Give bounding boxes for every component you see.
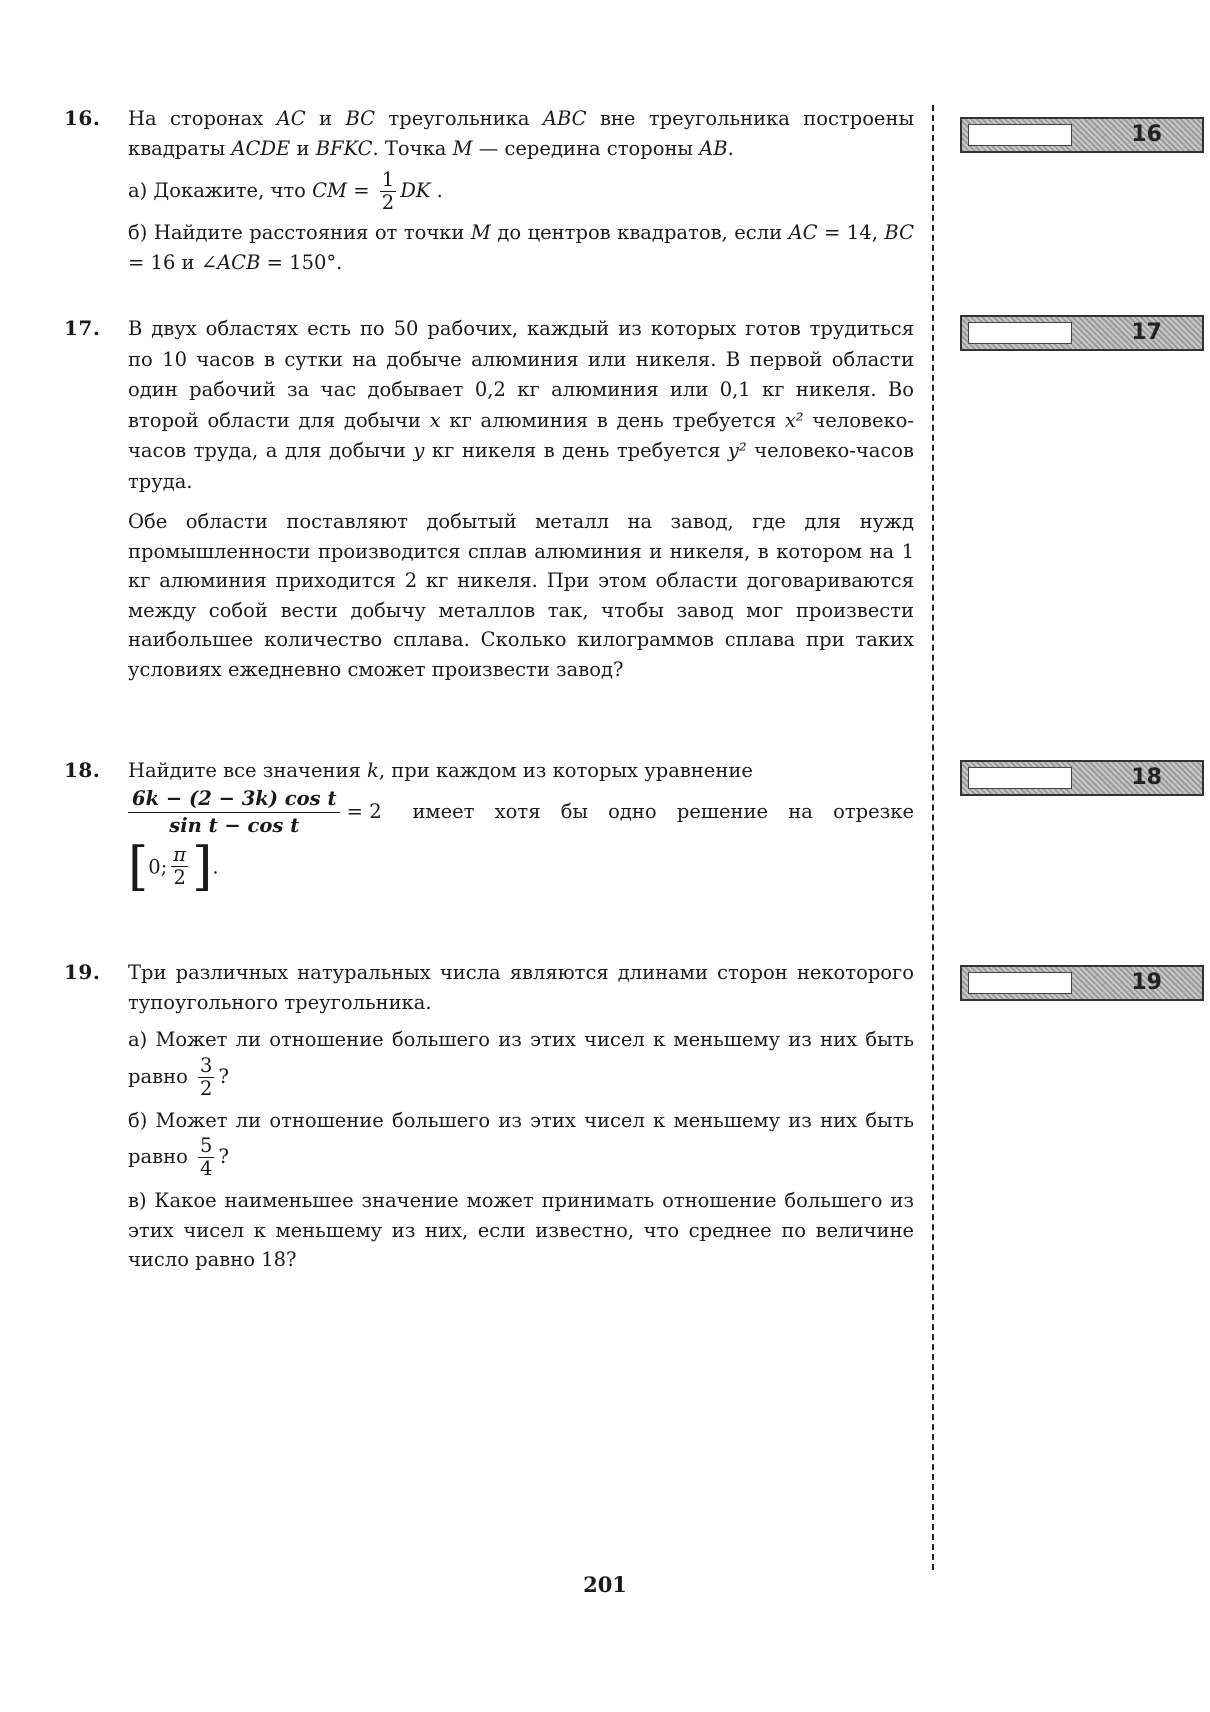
equation-line: $\frac{\text{6k − (2 − 3k) cos t}}{\text{sin t − cos t}}$ = 2 имеет хотя бы одно решение на отрезке <box>128 786 914 839</box>
problem-number: 16. <box>64 106 101 130</box>
equation-fraction: $\frac{\text{6k − (2 − 3k) cos t}}{\text{sin t − cos t}}$ <box>128 786 340 839</box>
problem-number: 19. <box>64 960 101 984</box>
answer-box-label: 19 <box>1131 970 1162 995</box>
dashed-divider <box>932 105 934 1570</box>
part-c: в) Какое наименьшее значение может принимать отношение большего из этих чисел к меньшему из них, если известно, что среднее по величине число равно 18? <box>128 1189 914 1271</box>
problem-text <box>128 756 914 897</box>
problem-text <box>128 958 914 1285</box>
problem-text <box>128 104 914 287</box>
interval: [0; $\frac{\pi}{2}$ ]. <box>128 836 219 897</box>
problem-text <box>128 314 914 694</box>
problem-number: 18. <box>64 758 101 782</box>
fraction: $\frac{3}{2}$ <box>200 1053 213 1100</box>
answer-box-label: 17 <box>1131 320 1162 345</box>
answer-box-label: 16 <box>1131 122 1162 147</box>
problem-paragraph-1: В двух областях есть по 50 рабочих, каждый из которых готов трудиться по 10 часов в сутки на добыче алюминия или никеля. В первой области один рабочий за час добывает 0,2 кг алюминия или 0,1 кг никеля. Во второй области для добычи x кг алюминия в день требуется x² человеко-часов труда, а для добычи y кг никеля в день требуется y² человеко-часов труда. <box>128 317 915 493</box>
answer-field[interactable] <box>968 767 1072 789</box>
problem-number: 17. <box>64 316 101 340</box>
fraction: $\frac{\pi}{2}$ <box>173 843 187 889</box>
answer-field[interactable] <box>968 972 1072 994</box>
answer-box-19 <box>960 965 1204 1001</box>
problem-paragraph-2: Обе области поставляют добытый металл на завод, где для нужд промышленности производится сплав алюминия и никеля, в котором на 1 кг алюминия приходится 2 кг никеля. При этом области договариваются между собой вести добычу металлов так, чтобы завод мог произвести наибольшее количество сплава. Сколько килограммов сплава при таких условиях ежедневно сможет произвести завод? <box>128 510 914 681</box>
fraction: $\frac{5}{4}$ <box>200 1134 213 1180</box>
part-b: б) Найдите расстояния от точки M до центров квадратов, если AC = 14, BC = 16 и ∠ACB = 150°. <box>128 221 914 274</box>
answer-box-18 <box>960 760 1204 796</box>
problem-intro: Найдите все значения k, при каждом из которых уравнение <box>128 759 753 782</box>
equation-tail: имеет хотя бы одно решение на отрезке <box>412 800 914 824</box>
part-b: б) Может ли отношение большего из этих чисел к меньшему из них быть равно $\frac{5}{4}$ ? <box>128 1108 914 1180</box>
fraction: $\frac{1}{2}$ <box>381 168 395 214</box>
answer-box-16 <box>960 117 1204 153</box>
problem-intro: Три различных натуральных числа являются длинами сторон некоторого тупоугольного треугольника. <box>128 961 914 1014</box>
part-a: а) Докажите, что CM = $\frac{1}{2}$ DK . <box>128 168 443 214</box>
answer-field[interactable] <box>968 322 1072 344</box>
answer-field[interactable] <box>968 124 1072 146</box>
page-number: 201 <box>583 1572 627 1597</box>
answer-box-label: 18 <box>1131 765 1162 790</box>
part-a: а) Может ли отношение большего из этих чисел к меньшему из них быть равно $\frac{3}{2}$ ? <box>128 1028 914 1100</box>
problem-intro: На сторонах AC и BC треугольника ABC вне треугольника построены квадраты ACDE и BFKC. Точка M — середина стороны AB. <box>128 107 914 160</box>
answer-box-17 <box>960 315 1204 351</box>
